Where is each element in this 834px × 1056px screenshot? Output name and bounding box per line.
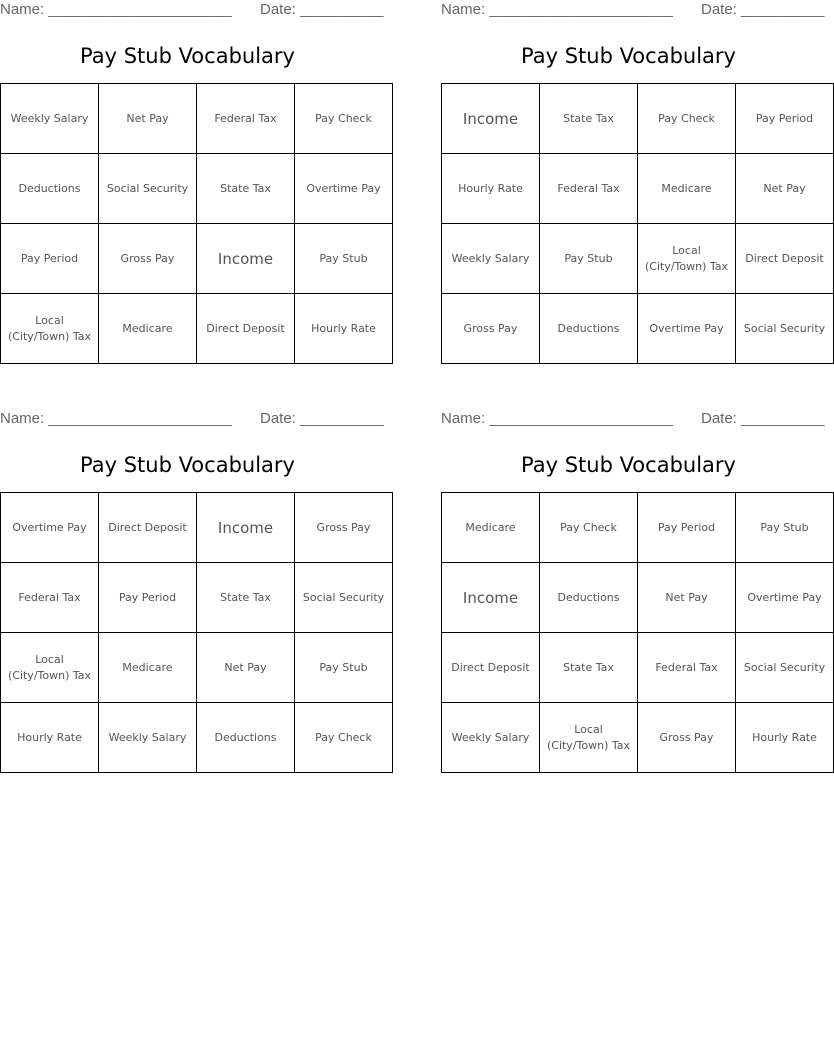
grid-cell: Net Pay — [736, 154, 834, 224]
grid-cell: Pay Check — [295, 703, 393, 773]
grid-cell: Local (City/Town) Tax — [1, 294, 99, 364]
grid-cell: Weekly Salary — [99, 703, 197, 773]
grid-cell: Overtime Pay — [295, 154, 393, 224]
grid-cell: Deductions — [197, 703, 295, 773]
grid-cell: Overtime Pay — [1, 493, 99, 563]
name-date-line — [441, 0, 825, 20]
grid-row — [442, 84, 834, 154]
name-label: Name: ______________________ — [0, 1, 232, 18]
grid-cell: Pay Check — [295, 84, 393, 154]
grid-cell: Local (City/Town) Tax — [638, 224, 736, 294]
grid-cell: Social Security — [736, 294, 834, 364]
grid-cell: Direct Deposit — [197, 294, 295, 364]
grid-cell: Federal Tax — [638, 633, 736, 703]
grid-row — [442, 294, 834, 364]
grid-row — [1, 493, 393, 563]
grid-row — [442, 493, 834, 563]
grid-cell: State Tax — [540, 633, 638, 703]
grid-row — [1, 224, 393, 294]
grid-cell: Local (City/Town) Tax — [1, 633, 99, 703]
grid-cell: Pay Stub — [295, 633, 393, 703]
name-date-line — [441, 409, 825, 429]
grid-cell: Income — [442, 84, 540, 154]
name-label: Name: ______________________ — [0, 410, 232, 427]
grid-cell: Medicare — [99, 294, 197, 364]
grid-cell: Direct Deposit — [442, 633, 540, 703]
grid-cell: Social Security — [736, 633, 834, 703]
card-title: Pay Stub Vocabulary — [80, 44, 295, 68]
name-label: Name: ______________________ — [441, 1, 673, 18]
grid-cell: Federal Tax — [540, 154, 638, 224]
grid-cell: Pay Period — [736, 84, 834, 154]
grid-cell: Local (City/Town) Tax — [540, 703, 638, 773]
card-title: Pay Stub Vocabulary — [521, 44, 736, 68]
grid-row — [1, 84, 393, 154]
name-date-line — [0, 409, 384, 429]
grid-row — [1, 633, 393, 703]
grid-cell: Weekly Salary — [442, 703, 540, 773]
grid-cell: Pay Stub — [295, 224, 393, 294]
grid-cell: Direct Deposit — [736, 224, 834, 294]
card-title: Pay Stub Vocabulary — [80, 453, 295, 477]
grid-cell: Gross Pay — [99, 224, 197, 294]
grid-row — [442, 633, 834, 703]
grid-cell: Net Pay — [638, 563, 736, 633]
grid-cell: Net Pay — [197, 633, 295, 703]
grid-cell: Pay Stub — [540, 224, 638, 294]
vocabulary-grid — [0, 492, 393, 773]
grid-cell: Weekly Salary — [1, 84, 99, 154]
date-label: Date: __________ — [260, 1, 384, 18]
name-date-line — [0, 0, 384, 20]
grid-cell: Deductions — [540, 294, 638, 364]
grid-cell: Pay Period — [638, 493, 736, 563]
grid-cell: Direct Deposit — [99, 493, 197, 563]
grid-cell: Gross Pay — [295, 493, 393, 563]
grid-cell: State Tax — [197, 154, 295, 224]
grid-cell: Overtime Pay — [736, 563, 834, 633]
grid-cell: Hourly Rate — [736, 703, 834, 773]
grid-cell: Income — [197, 224, 295, 294]
grid-row — [442, 563, 834, 633]
grid-cell: Gross Pay — [638, 703, 736, 773]
grid-row — [442, 224, 834, 294]
grid-cell: Medicare — [99, 633, 197, 703]
grid-row — [1, 703, 393, 773]
grid-row — [1, 563, 393, 633]
grid-cell: Income — [197, 493, 295, 563]
grid-cell: Social Security — [295, 563, 393, 633]
grid-cell: State Tax — [540, 84, 638, 154]
grid-cell: Pay Period — [99, 563, 197, 633]
grid-cell: Hourly Rate — [1, 703, 99, 773]
grid-cell: Income — [442, 563, 540, 633]
grid-row — [442, 154, 834, 224]
date-label: Date: __________ — [701, 1, 825, 18]
grid-row — [442, 703, 834, 773]
grid-cell: Social Security — [99, 154, 197, 224]
grid-cell: Weekly Salary — [442, 224, 540, 294]
bingo-card-1 — [0, 0, 384, 365]
grid-cell: Federal Tax — [197, 84, 295, 154]
bingo-card-3 — [0, 409, 385, 774]
grid-row — [1, 154, 393, 224]
grid-cell: Hourly Rate — [442, 154, 540, 224]
grid-cell: Federal Tax — [1, 563, 99, 633]
bingo-card-2 — [441, 0, 826, 365]
grid-cell: Deductions — [1, 154, 99, 224]
vocabulary-grid — [441, 492, 834, 773]
grid-cell: Gross Pay — [442, 294, 540, 364]
grid-cell: Deductions — [540, 563, 638, 633]
grid-cell: Pay Check — [540, 493, 638, 563]
grid-cell: Medicare — [442, 493, 540, 563]
vocabulary-grid — [0, 83, 393, 364]
grid-cell: Hourly Rate — [295, 294, 393, 364]
grid-cell: State Tax — [197, 563, 295, 633]
vocabulary-grid — [441, 83, 834, 364]
grid-cell: Pay Period — [1, 224, 99, 294]
bingo-card-4 — [441, 409, 826, 774]
name-label: Name: ______________________ — [441, 410, 673, 427]
grid-cell: Pay Check — [638, 84, 736, 154]
grid-cell: Net Pay — [99, 84, 197, 154]
grid-cell: Overtime Pay — [638, 294, 736, 364]
card-title: Pay Stub Vocabulary — [521, 453, 736, 477]
grid-cell: Medicare — [638, 154, 736, 224]
grid-cell: Pay Stub — [736, 493, 834, 563]
grid-row — [1, 294, 393, 364]
date-label: Date: __________ — [701, 410, 825, 427]
date-label: Date: __________ — [260, 410, 384, 427]
